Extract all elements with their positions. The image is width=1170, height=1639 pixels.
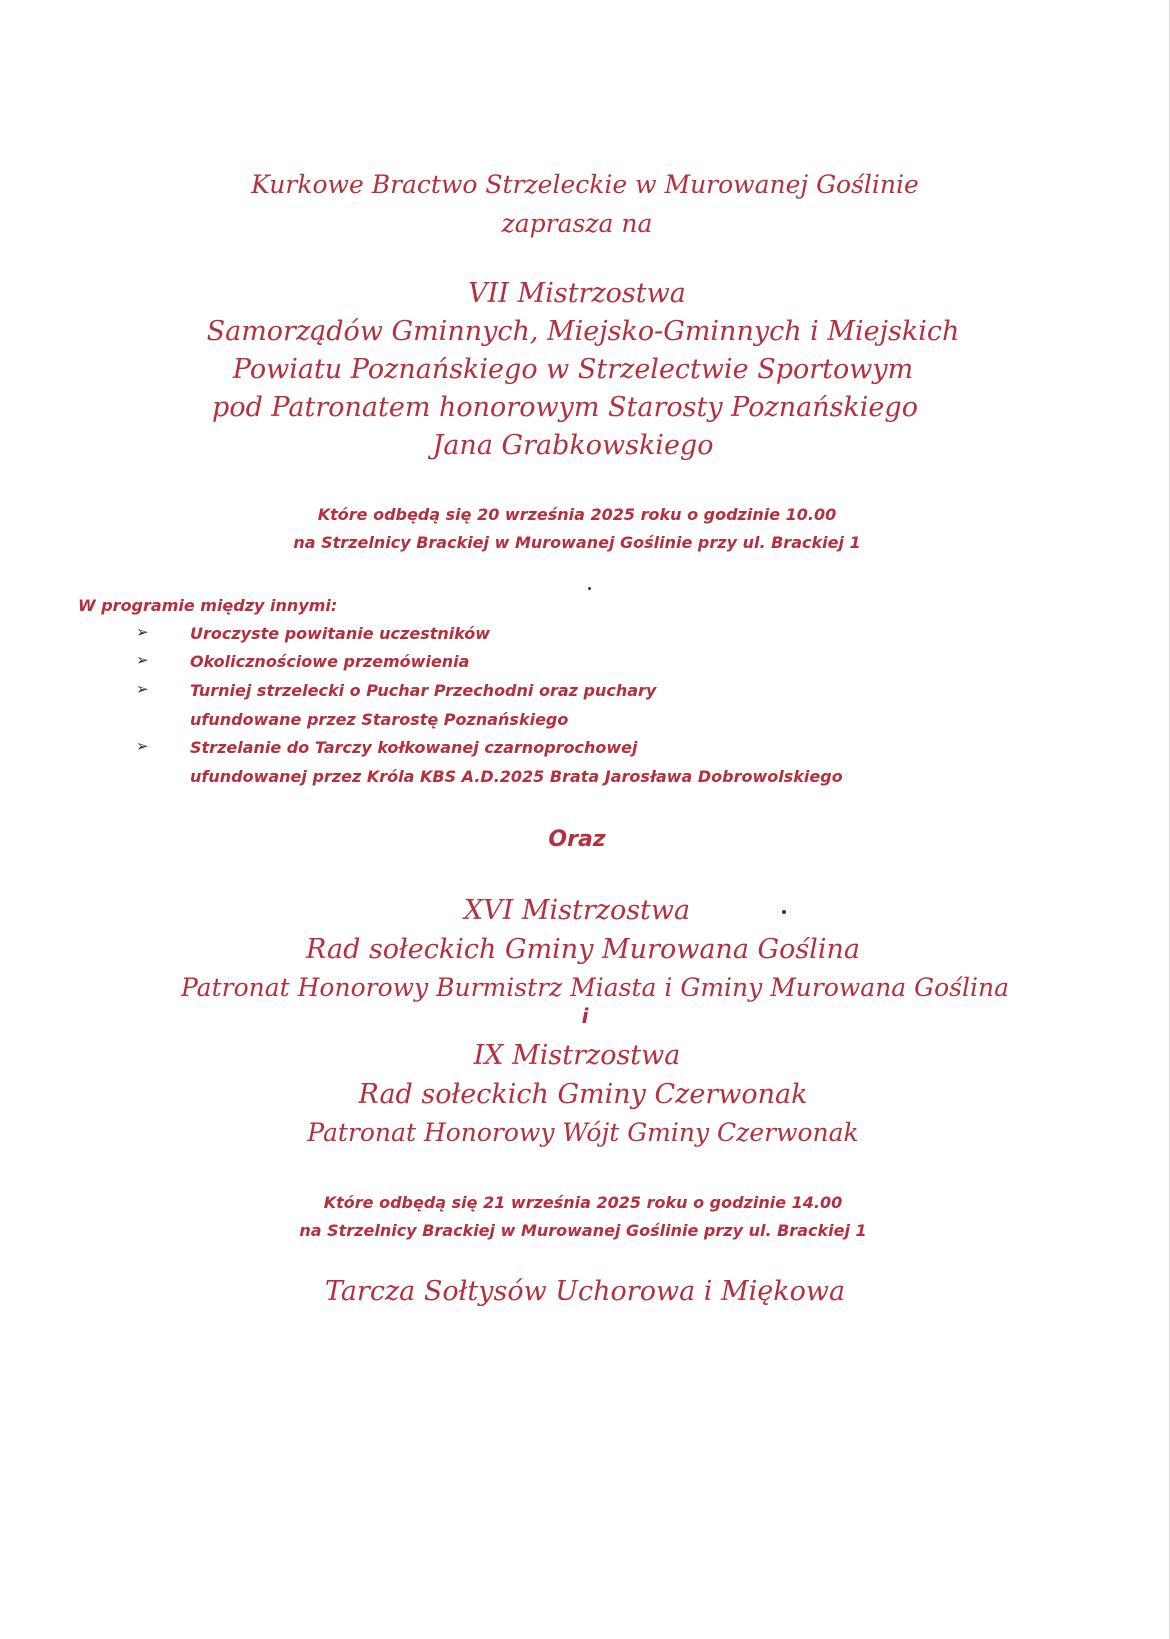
event1-date: Które odbędą się 20 września 2025 roku o godzinie 10.00 [317,505,837,524]
event1-line2: Samorządów Gminnych, Miejsko-Gminnych i Miejskich [206,316,960,347]
event2-patron: Patronat Honorowy Burmistrz Miasta i Gminy Murowana Goślina [180,973,1009,1002]
organizer-name: Kurkowe Bractwo Strzeleckie w Murowanej Goślinie [251,170,919,199]
event1-location: na Strzelnicy Brackiej w Murowanej Goślinie przy ul. Brackiej 1 [293,533,861,552]
and-text: i [581,1004,589,1028]
oraz-text: Oraz [548,827,606,852]
program-item: Turniej strzelecki o Puchar Przechodni oraz puchary [190,681,657,700]
event1-title: VII Mistrzostwa [468,278,686,309]
program-item: Okolicznościowe przemówienia [190,652,470,671]
footer-title: Tarcza Sołtysów Uchorowa i Miękowa [324,1276,846,1307]
event3-location: na Strzelnicy Brackiej w Murowanej Goślinie przy ul. Brackiej 1 [299,1221,867,1240]
bullet-arrow-icon: ➢ [136,680,149,698]
bullet-arrow-icon: ➢ [136,623,149,641]
event1-line4: pod Patronatem honorowym Starosty Poznańskiego [212,392,918,423]
speck-dot [588,587,591,590]
bullet-arrow-icon: ➢ [136,737,149,755]
event3-title: IX Mistrzostwa [473,1040,681,1071]
event1-line5: Jana Grabkowskiego [432,430,714,461]
event2-title: XVI Mistrzostwa [463,895,691,926]
program-item: Uroczyste powitanie uczestników [190,624,491,643]
event3-patron: Patronat Honorowy Wójt Gminy Czerwonak [307,1118,859,1147]
invites-text: zaprasza na [501,209,653,238]
bullet-arrow-icon: ➢ [136,651,149,669]
event1-line3: Powiatu Poznańskiego w Strzelectwie Sportowym [232,354,914,385]
program-item-continued: ufundowanej przez Króla KBS A.D.2025 Brata Jarosława Dobrowolskiego [190,767,843,786]
program-item: Strzelanie do Tarczy kołkowanej czarnoprochowej [190,738,638,757]
program-item-continued: ufundowane przez Starostę Poznańskiego [190,710,569,729]
event2-line2: Rad sołeckich Gminy Murowana Goślina [306,934,860,965]
event3-line2: Rad sołeckich Gminy Czerwonak [358,1079,808,1110]
speck-dot [782,910,786,914]
event3-date: Które odbędą się 21 września 2025 roku o godzinie 14.00 [323,1193,843,1212]
program-heading: W programie między innymi: [78,596,338,615]
